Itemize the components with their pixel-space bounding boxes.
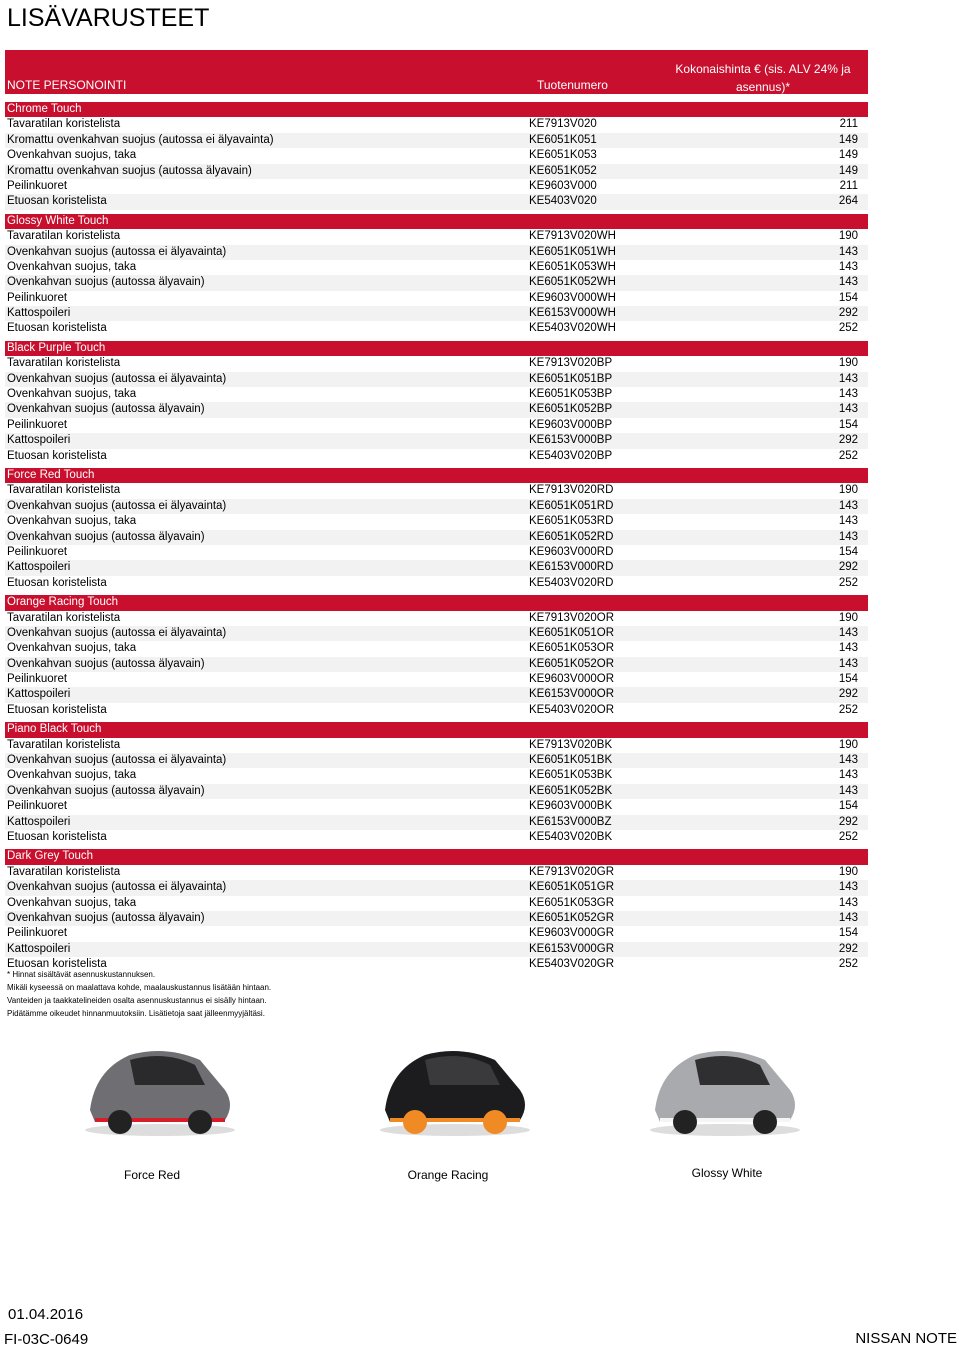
cell-name: Kromattu ovenkahvan suojus (autossa ei älyavainta) — [7, 133, 274, 146]
cell-code: KE6153V000BP — [529, 434, 613, 447]
cell-price: 190 — [838, 357, 858, 370]
cell-name: Kromattu ovenkahvan suojus (autossa älyavain) — [7, 164, 252, 177]
cell-code: KE7913V020BK — [529, 738, 613, 751]
section-title: Glossy White Touch — [5, 214, 868, 229]
cell-code: KE7913V020RD — [529, 484, 614, 497]
table-row — [5, 483, 868, 498]
table-row — [5, 321, 868, 336]
cell-code: KE9603V000RD — [529, 545, 614, 558]
table-row — [5, 703, 868, 718]
car-label: Glossy White — [691, 1166, 763, 1180]
cell-price: 154 — [838, 673, 858, 686]
table-row — [5, 514, 868, 529]
cell-price: 252 — [838, 703, 858, 716]
table-section — [5, 722, 868, 845]
cell-name: Kattospoileri — [7, 307, 71, 320]
cell-price: 143 — [838, 896, 858, 909]
cell-price: 149 — [838, 133, 858, 146]
cell-price: 143 — [838, 657, 858, 670]
section-title: Dark Grey Touch — [5, 849, 868, 864]
section-title: Chrome Touch — [5, 102, 868, 117]
cell-price: 143 — [838, 499, 858, 512]
col-code-header: Tuotenumero — [537, 78, 608, 92]
cell-price: 292 — [838, 434, 858, 447]
cell-price: 154 — [838, 291, 858, 304]
section-rows — [5, 738, 868, 846]
cell-name: Etuosan koristelista — [7, 830, 107, 843]
cell-name: Tavaratilan koristelista — [7, 865, 121, 878]
cell-price: 252 — [838, 958, 858, 971]
table-row — [5, 260, 868, 275]
cell-code: KE6051K052BP — [529, 403, 613, 416]
cell-price: 190 — [838, 484, 858, 497]
cell-price: 143 — [838, 245, 858, 258]
cell-code: KE6051K052GR — [529, 911, 615, 924]
cell-code: KE6051K053WH — [529, 260, 616, 273]
car-image-orange-racing — [370, 1030, 540, 1140]
cell-code: KE9603V000BK — [529, 800, 613, 813]
cell-code: KE7913V020WH — [529, 230, 616, 243]
cell-name: Ovenkahvan suojus (autossa älyavain) — [7, 784, 205, 797]
table-row — [5, 387, 868, 402]
table-row — [5, 449, 868, 464]
cell-code: KE6051K052 — [529, 164, 597, 177]
table-row — [5, 799, 868, 814]
table-row — [5, 815, 868, 830]
cell-code: KE5403V020OR — [529, 703, 615, 716]
section-title: Black Purple Touch — [5, 341, 868, 356]
section-rows — [5, 865, 868, 973]
table-row — [5, 576, 868, 591]
cell-name: Tavaratilan koristelista — [7, 230, 121, 243]
footnote: * Hinnat sisältävät asennuskustannuksen. — [7, 970, 156, 979]
cell-price: 143 — [838, 881, 858, 894]
footnotes — [7, 968, 271, 1020]
table-row — [5, 164, 868, 179]
cell-code: KE6051K053RD — [529, 515, 614, 528]
cell-code: KE5403V020WH — [529, 322, 616, 335]
table-row — [5, 275, 868, 290]
cell-code: KE6051K051BP — [529, 372, 613, 385]
table-row — [5, 148, 868, 163]
cell-name: Kattospoileri — [7, 815, 71, 828]
cell-name: Peilinkuoret — [7, 927, 68, 940]
cell-code: KE9603V000BP — [529, 418, 613, 431]
cell-name: Ovenkahvan suojus (autossa ei älyavainta) — [7, 372, 227, 385]
table-row — [5, 911, 868, 926]
cell-name: Etuosan koristelista — [7, 703, 107, 716]
table-row — [5, 626, 868, 641]
cell-code: KE6051K051RD — [529, 499, 614, 512]
table-row — [5, 117, 868, 132]
cell-name: Etuosan koristelista — [7, 195, 107, 208]
footer-date: 01.04.2016 — [8, 1306, 84, 1323]
cell-price: 149 — [838, 149, 858, 162]
cell-code: KE6051K052BK — [529, 784, 613, 797]
cell-price: 143 — [838, 388, 858, 401]
cell-name: Etuosan koristelista — [7, 576, 107, 589]
cell-code: KE5403V020GR — [529, 958, 615, 971]
cell-code: KE6051K053OR — [529, 642, 615, 655]
table-row — [5, 641, 868, 656]
table-row — [5, 545, 868, 560]
cell-name: Kattospoileri — [7, 688, 71, 701]
footnote: Vanteiden ja taakkatelineiden osalta asennuskustannus ei sisälly hintaan. — [7, 996, 267, 1005]
cell-code: KE6051K053 — [529, 149, 597, 162]
table-row — [5, 926, 868, 941]
cell-name: Peilinkuoret — [7, 800, 68, 813]
table-row — [5, 942, 868, 957]
section-rows — [5, 483, 868, 591]
cell-code: KE6051K051OR — [529, 626, 615, 639]
table-row — [5, 291, 868, 306]
table-row — [5, 753, 868, 768]
cell-name: Ovenkahvan suojus, taka — [7, 642, 137, 655]
cell-code: KE5403V020 — [529, 195, 597, 208]
cell-price: 149 — [838, 164, 858, 177]
cell-price: 143 — [838, 784, 858, 797]
cell-price: 211 — [839, 118, 858, 131]
col-name-header: NOTE PERSONOINTI — [7, 78, 127, 92]
table-section — [5, 849, 868, 972]
col-price-header: Kokonaishinta € (sis. ALV 24% ja asennus)* — [675, 62, 851, 94]
cell-name: Kattospoileri — [7, 942, 71, 955]
cell-name: Ovenkahvan suojus, taka — [7, 388, 137, 401]
cell-code: KE7913V020 — [529, 118, 597, 131]
cell-code: KE9603V000 — [529, 179, 597, 192]
table-section — [5, 341, 868, 464]
cell-code: KE6051K051 — [529, 133, 597, 146]
footnote: Mikäli kyseessä on maalattava kohde, maalauskustannus lisätään hintaan. — [7, 983, 272, 992]
footnote: Pidätämme oikeudet hinnanmuutoksiin. Lisätietoja saat jälleenmyyjältäsi. — [7, 1009, 265, 1018]
table-row — [5, 179, 868, 194]
cell-name: Ovenkahvan suojus (autossa ei älyavainta) — [7, 245, 227, 258]
cell-price: 143 — [838, 626, 858, 639]
cell-code: KE6153V000WH — [529, 307, 616, 320]
cell-price: 154 — [838, 927, 858, 940]
cell-name: Ovenkahvan suojus (autossa ei älyavainta) — [7, 881, 227, 894]
cell-code: KE6153V000RD — [529, 561, 614, 574]
car-image-glossy-white — [640, 1030, 810, 1140]
cell-name: Peilinkuoret — [7, 545, 68, 558]
accessories-table — [5, 50, 868, 972]
cell-name: Ovenkahvan suojus (autossa ei älyavainta) — [7, 499, 227, 512]
cell-name: Ovenkahvan suojus (autossa älyavain) — [7, 403, 205, 416]
cell-price: 143 — [838, 515, 858, 528]
cell-code: KE6051K051WH — [529, 245, 616, 258]
table-row — [5, 738, 868, 753]
cell-price: 252 — [838, 576, 858, 589]
cell-name: Ovenkahvan suojus (autossa ei älyavainta) — [7, 754, 227, 767]
table-row — [5, 433, 868, 448]
cell-name: Tavaratilan koristelista — [7, 357, 121, 370]
cell-name: Etuosan koristelista — [7, 958, 107, 971]
cell-code: KE6051K052OR — [529, 657, 615, 670]
cell-name: Kattospoileri — [7, 561, 71, 574]
cell-code: KE5403V020BK — [529, 830, 613, 843]
cell-code: KE7913V020OR — [529, 611, 615, 624]
cell-code: KE6051K053GR — [529, 896, 615, 909]
section-title: Piano Black Touch — [5, 722, 868, 737]
cell-name: Ovenkahvan suojus (autossa älyavain) — [7, 911, 205, 924]
cell-price: 143 — [838, 754, 858, 767]
cell-price: 211 — [839, 179, 858, 192]
table-row — [5, 768, 868, 783]
cell-name: Peilinkuoret — [7, 291, 68, 304]
cell-code: KE6051K053BP — [529, 388, 613, 401]
table-row — [5, 372, 868, 387]
table-row — [5, 830, 868, 845]
table-row — [5, 672, 868, 687]
cell-name: Ovenkahvan suojus (autossa älyavain) — [7, 276, 205, 289]
cell-name: Ovenkahvan suojus (autossa ei älyavainta) — [7, 626, 227, 639]
cell-name: Tavaratilan koristelista — [7, 738, 121, 751]
table-row — [5, 133, 868, 148]
cell-price: 252 — [838, 449, 858, 462]
cell-price: 143 — [838, 403, 858, 416]
section-rows — [5, 229, 868, 337]
cell-code: KE6153V000OR — [529, 688, 615, 701]
cell-name: Tavaratilan koristelista — [7, 118, 121, 131]
cell-name: Peilinkuoret — [7, 179, 68, 192]
cell-price: 143 — [838, 642, 858, 655]
table-row — [5, 560, 868, 575]
cell-name: Ovenkahvan suojus, taka — [7, 515, 137, 528]
table-row — [5, 306, 868, 321]
cell-price: 292 — [838, 307, 858, 320]
table-row — [5, 865, 868, 880]
car-image-force-red — [75, 1030, 245, 1140]
section-rows — [5, 611, 868, 719]
page-title: LISÄVARUSTEET — [7, 4, 210, 32]
cell-price: 143 — [838, 372, 858, 385]
table-row — [5, 229, 868, 244]
section-rows — [5, 356, 868, 464]
cell-code: KE6051K052WH — [529, 276, 616, 289]
cell-code: KE9603V000OR — [529, 673, 615, 686]
cell-code: KE9603V000WH — [529, 291, 616, 304]
table-row — [5, 356, 868, 371]
footer-brand: NISSAN NOTE — [855, 1330, 957, 1347]
cell-price: 154 — [838, 545, 858, 558]
cell-name: Ovenkahvan suojus (autossa älyavain) — [7, 530, 205, 543]
cell-code: KE7913V020GR — [529, 865, 615, 878]
cell-name: Ovenkahvan suojus, taka — [7, 149, 137, 162]
table-row — [5, 611, 868, 626]
table-row — [5, 530, 868, 545]
cell-name: Tavaratilan koristelista — [7, 484, 121, 497]
table-section — [5, 102, 868, 210]
cell-name: Tavaratilan koristelista — [7, 611, 121, 624]
cell-code: KE5403V020RD — [529, 576, 614, 589]
cell-price: 154 — [838, 800, 858, 813]
car-label: Force Red — [123, 1168, 181, 1182]
cell-price: 252 — [838, 322, 858, 335]
section-title: Orange Racing Touch — [5, 595, 868, 610]
car-label: Orange Racing — [407, 1168, 489, 1182]
cell-price: 190 — [838, 738, 858, 751]
cell-name: Ovenkahvan suojus, taka — [7, 260, 137, 273]
cell-code: KE6051K052RD — [529, 530, 614, 543]
cell-price: 292 — [838, 688, 858, 701]
cell-price: 143 — [838, 260, 858, 273]
table-row — [5, 499, 868, 514]
cell-price: 190 — [838, 230, 858, 243]
cell-name: Etuosan koristelista — [7, 322, 107, 335]
section-title: Force Red Touch — [5, 468, 868, 483]
table-section — [5, 214, 868, 337]
cell-code: KE6153V000GR — [529, 942, 615, 955]
table-row — [5, 402, 868, 417]
cell-price: 143 — [838, 530, 858, 543]
table-row — [5, 784, 868, 799]
cell-name: Ovenkahvan suojus (autossa älyavain) — [7, 657, 205, 670]
cell-price: 154 — [838, 418, 858, 431]
cell-code: KE5403V020BP — [529, 449, 613, 462]
cell-name: Peilinkuoret — [7, 418, 68, 431]
cell-name: Ovenkahvan suojus, taka — [7, 896, 137, 909]
cell-code: KE9603V000GR — [529, 927, 615, 940]
cell-price: 143 — [838, 911, 858, 924]
cell-price: 292 — [838, 815, 858, 828]
cell-price: 143 — [838, 276, 858, 289]
cell-code: KE6051K053BK — [529, 769, 613, 782]
cell-price: 264 — [838, 195, 858, 208]
cell-price: 292 — [838, 561, 858, 574]
table-section — [5, 595, 868, 718]
table-row — [5, 657, 868, 672]
cell-price: 292 — [838, 942, 858, 955]
cell-code: KE6051K051GR — [529, 881, 615, 894]
cell-name: Peilinkuoret — [7, 673, 68, 686]
table-section — [5, 468, 868, 591]
cell-code: KE6051K051BK — [529, 754, 613, 767]
cell-price: 190 — [838, 611, 858, 624]
cell-price: 190 — [838, 865, 858, 878]
cell-code: KE6153V000BZ — [529, 815, 612, 828]
cell-name: Ovenkahvan suojus, taka — [7, 769, 137, 782]
cell-name: Kattospoileri — [7, 434, 71, 447]
cell-price: 252 — [838, 830, 858, 843]
cell-code: KE7913V020BP — [529, 357, 613, 370]
section-rows — [5, 117, 868, 209]
table-header — [5, 50, 868, 96]
table-row — [5, 880, 868, 895]
table-row — [5, 245, 868, 260]
table-row — [5, 687, 868, 702]
table-row — [5, 896, 868, 911]
table-row — [5, 418, 868, 433]
cell-name: Etuosan koristelista — [7, 449, 107, 462]
cell-price: 143 — [838, 769, 858, 782]
footer-code: FI-03C-0649 — [4, 1331, 89, 1348]
table-body — [5, 102, 868, 972]
table-row — [5, 194, 868, 209]
